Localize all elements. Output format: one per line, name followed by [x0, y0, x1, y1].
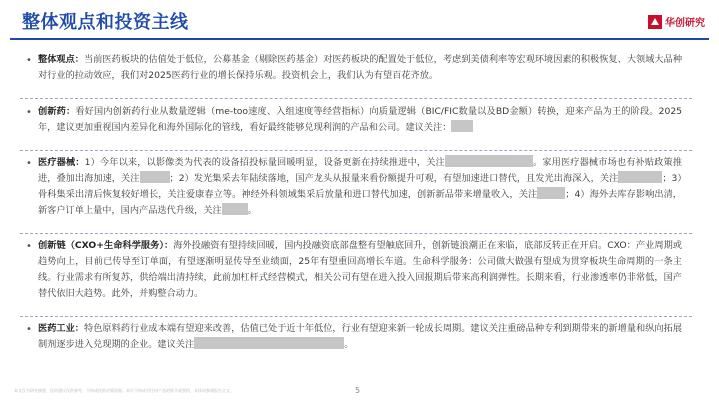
item-key: 整体观点：: [38, 54, 85, 65]
item-text: [38, 238, 682, 302]
bullet-icon: •: [26, 158, 32, 169]
section-divider: [20, 150, 692, 151]
title-underline: [10, 38, 709, 40]
list-item-overall: [20, 52, 682, 84]
redacted-block: [451, 120, 473, 132]
list-item-innovative-drugs: [20, 104, 682, 136]
item-body: 。: [344, 339, 354, 350]
item-body: 看好国内创新药行业从数量逻辑（me-too速度、入组速度等经营指标）向质量逻辑（BIC/FIC数量以及BD金额）转换，迎来产品为王的阶段。2025年，建议更加重视国内差异化和海外国际化的管线，看好最终能够兑现利润的产品和公司。建议关注：: [38, 106, 683, 133]
redacted-block: [194, 337, 344, 349]
section-divider: [20, 316, 692, 317]
redacted-block: [445, 155, 533, 167]
item-text: [38, 155, 682, 219]
redacted-block: [140, 171, 170, 183]
section-divider: [20, 98, 692, 99]
footnote: 本文仅为研究摘要，投资建议仅供参考，不构成投资决策依据。本页不构成对任何产品的推介或要约，具体请参阅报告全文。: [14, 388, 234, 393]
item-text: [38, 104, 682, 136]
redacted-block: [222, 203, 248, 215]
bullet-icon: •: [26, 55, 32, 66]
item-body: ；4）海外去库存影响出清，新客户订单上量中，国内产品迭代升级，关注: [38, 189, 682, 216]
list-item-pharma-industry: [20, 321, 682, 353]
bullet-icon: •: [26, 324, 32, 335]
item-key: 医药工业：: [38, 323, 85, 334]
item-body: ；2）发光集采去年陆续落地，国产龙头从报量来看份额提升可观，有望加速进口替代，且发光出海深入，关注: [169, 173, 619, 184]
item-key: 创新药：: [38, 106, 76, 117]
item-body: 特色原料药行业成本端有望迎来改善，估值已处于近十年低位，行业有望迎来新一轮成长周期。建议关注重磅品种专利到期带来的新增量和纵向拓展制剂逐步进入兑现期的企业。建议关注: [38, 323, 683, 350]
item-body: 。家用医疗器械市场也有补贴政策推进，叠加出海加速，关注: [38, 157, 683, 184]
item-key: 创新链（CXO+生命科学服务）：: [38, 240, 174, 251]
section-divider: [20, 233, 692, 234]
item-body: ；3）骨科集采出清后恢复较好增长，关注爱康春立等。神经外科领域集采后放量和进口替代加速，创新新品带来增量收入，关注: [38, 173, 683, 200]
page-number: 5: [355, 386, 361, 395]
bullet-icon: •: [26, 241, 32, 252]
item-body: 1）今年以来，以影像类为代表的设备招投标量回暖明显，设备更新在持续推进中，关注: [84, 157, 445, 168]
bullet-icon: •: [26, 107, 32, 118]
item-body: 海外投融资有望持续回暖，国内投融资底部盘整有望触底回升，创新链浪潮正在来临，底部反转正在开启。CXO：产业周期或趋势向上，目前已传导至订单面，有望逐渐明显传导至业绩面，25年有望重回高增长车道。生命科学服务：公司做大做强有望成为贯穿板块生命周期的一条主线。行业需求有所复苏，供给端出清持续，此前加杠杆式经营模式，相关公司有望在进入投入回报期后带来高利润弹性。长期来看，行业渗透率仍非常低，国产替代依旧大趋势。此外，并购整合动力。: [38, 240, 682, 299]
item-text: [38, 321, 682, 353]
item-body: 。: [247, 205, 257, 216]
list-item-medical-devices: [20, 155, 682, 219]
redacted-block: [537, 187, 565, 199]
logo-mark-icon: [648, 15, 662, 29]
logo-text: 华创研究: [665, 18, 705, 29]
redacted-block: [618, 171, 662, 183]
page-title: 整体观点和投资主线: [22, 12, 189, 33]
list-item-innovation-chain: [20, 238, 682, 302]
item-key: 医疗器械：: [38, 157, 85, 168]
item-body: 当前医药板块的估值处于低位，公募基金（剔除医药基金）对医药板块的配置处于低位，考虑到美债利率等宏观环境因素的积极恢复、大领域大品种对行业的拉动效应，我们对2025医药行业的增长保持乐观。投资机会上，我们认为有望百花齐放。: [38, 54, 683, 81]
brand-logo: [648, 14, 705, 29]
item-text: [38, 52, 682, 84]
